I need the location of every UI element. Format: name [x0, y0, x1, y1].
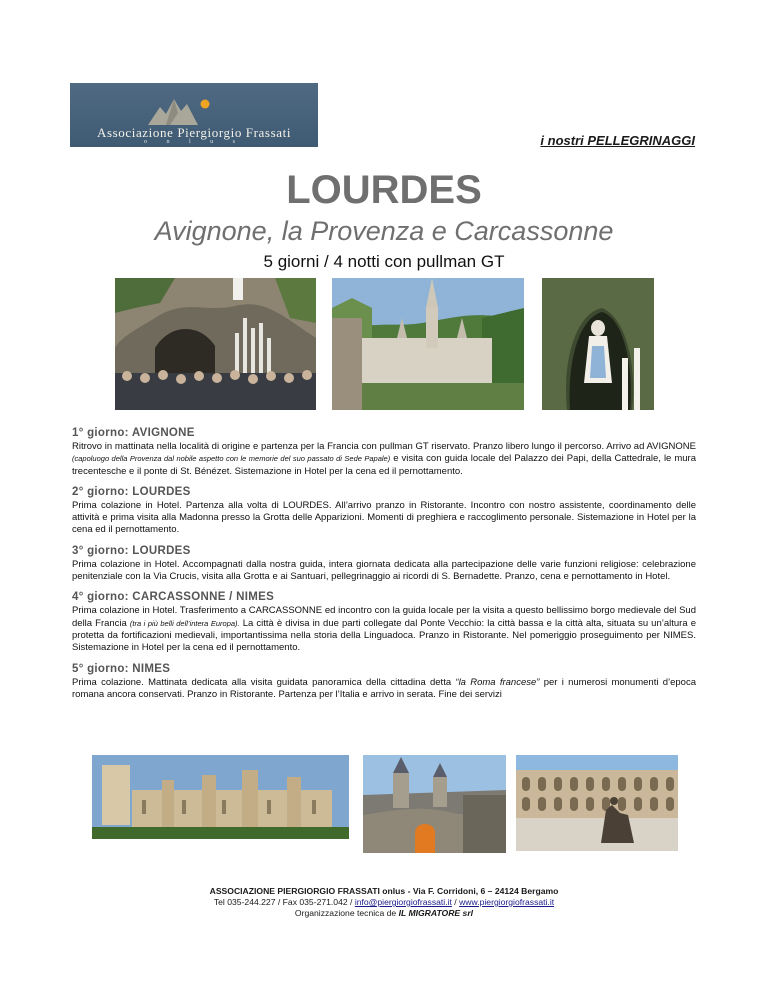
day-2 [72, 486, 696, 537]
carcassonne-photo [363, 755, 506, 853]
madonna-statue-photo [542, 278, 654, 410]
day-1 [72, 427, 696, 478]
day-text: e visita con guida locale del Palazzo dei Papi, della Cattedrale, le mura trecentesche e il ponte di St. Bénézet. Sistemazione in Hotel per la cena ed il pernottamento. [72, 453, 696, 477]
day-text: Ritrovo in mattinata nella località di origine e partenza per la Francia con pullman GT riservato. Pranzo libero lungo il percorso. Arrivo ad AVIGNONE [72, 441, 696, 452]
nimes-arena-photo [516, 755, 678, 851]
day-description: Prima colazione in Hotel. Partenza alla volta di LOURDES. All’arrivo pranzo in Ristorante. Incontro con nostro assistente, coordinamento delle attività e prima visita alla Madonna presso la Grotta delle Apparizioni. Momenti di preghiera e raccoglimento personale. Sistemazione in Hotel per la cena ed il pernottamento. [72, 499, 696, 536]
day-3 [72, 545, 696, 584]
day-title: 3° giorno: LOURDES [72, 544, 191, 557]
trip-duration: 5 giorni / 4 notti con pullman GT [263, 252, 505, 271]
day-note: (capoluogo della Provenza dal nobile aspetto con le memorie del suo passato di Sede Papale) [72, 454, 391, 464]
day-5 [72, 663, 696, 702]
logo-name: Associazione Piergiorgio Frassati [96, 125, 292, 140]
day-text: La città è divisa in due parti collegate dal Ponte Vecchio: la città bassa e la città alta, situata su un’altura e protetta da fortificazioni medievali, importantissima nella storia della Linguadoca. Pranzo in Ristorante. Nel pomeriggio proseguimento per NIMES. Sistemazione in Hotel per la cena ed il pernottamento. [72, 617, 696, 654]
footer-address: ASSOCIAZIONE PIERGIORGIO FRASSATI onlus - Via F. Corridoni, 6 – 24124 Bergamo [209, 886, 559, 896]
day-quote: “la Roma francese” [455, 676, 540, 688]
footer-separator: / [451, 897, 460, 907]
day-text: Prima colazione. Mattinata dedicata alla visita guidata panoramica della cittadina detta [72, 676, 456, 688]
day-description [72, 605, 696, 654]
day-text: per i numerosi monumenti d’epoca romana ancora conservati. Pranzo in Ristorante. Partenza per l’Italia e arrivo in serata. Fine dei servizi [72, 676, 696, 700]
association-logo [70, 83, 318, 147]
footer-phone: Tel 035-244.227 / Fax 035-271.042 / [213, 897, 355, 907]
email-link[interactable]: info@piergiorgiofrassati.it [354, 897, 452, 907]
footer-organizer [0, 908, 768, 919]
pellegrinaggi-header: i nostri PELLEGRINAGGI [540, 133, 695, 148]
itinerary [72, 427, 696, 709]
organizer-name: IL MIGRATORE srl [398, 908, 474, 918]
organizer-prefix: Organizzazione tecnica de [294, 908, 399, 918]
logo-subtitle: o n l u s [143, 139, 244, 145]
page-subtitle: Avignone, la Provenza e Carcassonne [154, 216, 614, 246]
day-text: Prima colazione in Hotel. Trasferimento a CARCASSONNE ed incontro con la guida locale per la visita a questo bellissimo borgo medievale del Sud della Francia [72, 605, 696, 629]
day-description [72, 677, 696, 702]
grotto-mass-photo [115, 278, 316, 410]
day-description [72, 441, 696, 478]
footer-contacts [0, 897, 768, 908]
day-title: 4° giorno: CARCASSONNE / NIMES [72, 591, 275, 604]
website-link[interactable]: www.piergiorgiofrassati.it [459, 897, 555, 907]
basilica-photo [332, 278, 524, 410]
page-title: LOURDES [286, 168, 482, 212]
day-4 [72, 591, 696, 654]
day-title: 5° giorno: NIMES [72, 662, 171, 675]
day-title: 1° giorno: AVIGNONE [72, 427, 195, 439]
day-note: (tra i più belli dell’intera Europa). [129, 618, 240, 628]
footer [0, 886, 768, 919]
day-description: Prima colazione in Hotel. Accompagnati dalla nostra guida, intera giornata dedicata alla partecipazione delle varie funzioni religiose: celebrazione penitenziale con la Via Crucis, visita alla Grotta e ai Santuari, pellegrinaggio ai ricordi di S. Bernadette. Pranzo, cena e pernottamento in Hotel. [72, 558, 696, 583]
day-title: 2° giorno: LOURDES [72, 485, 191, 498]
palais-des-papes-photo [92, 755, 349, 839]
